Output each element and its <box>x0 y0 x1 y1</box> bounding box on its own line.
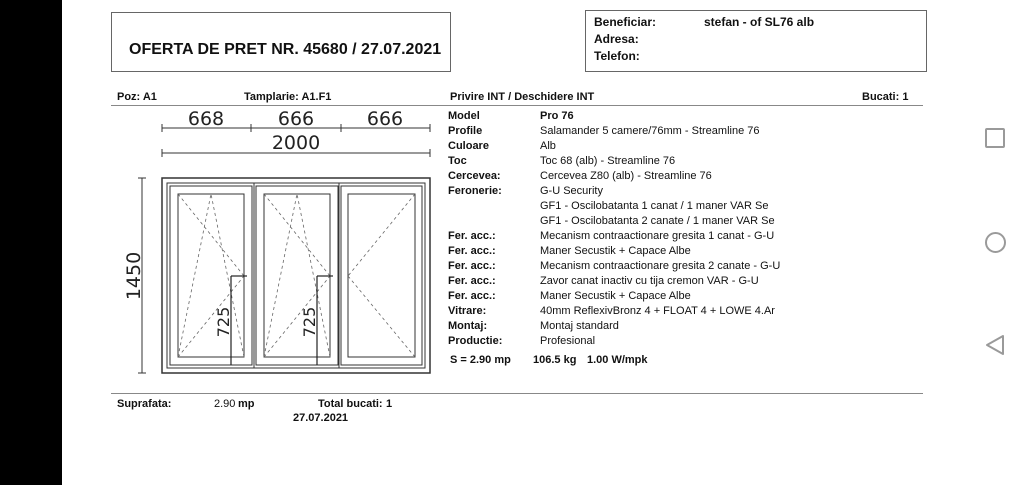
spec-label: Productie: <box>448 335 503 347</box>
spec-label: Fer. acc.: <box>448 230 496 242</box>
android-nav-bar <box>961 0 1024 485</box>
spec-label: Cercevea: <box>448 170 501 182</box>
spec-value: GF1 - Oscilobatanta 2 canate / 1 maner VAR Se <box>540 215 775 227</box>
spec-value: G-U Security <box>540 185 603 197</box>
spec-row <box>448 335 868 349</box>
total-bucati-value: 1 <box>386 398 393 410</box>
spec-row <box>448 140 868 154</box>
spec-value: Pro 76 <box>540 110 574 122</box>
width-label-3: 666 <box>366 108 404 130</box>
beneficiar-label: Beneficiar: <box>594 15 657 29</box>
spec-value: Toc 68 (alb) - Streamline 76 <box>540 155 676 167</box>
width-label-2: 666 <box>277 108 315 130</box>
spec-value: Alb <box>540 140 556 152</box>
telefon-label: Telefon: <box>594 49 640 63</box>
spec-value: Maner Secustik + Capace Albe <box>540 290 691 302</box>
spec-row <box>448 230 868 244</box>
spec-row <box>448 170 868 184</box>
spec-value: GF1 - Oscilobatanta 1 canat / 1 maner VAR Se <box>540 200 769 212</box>
spec-row <box>448 245 868 259</box>
spec-label: Profile <box>448 125 483 137</box>
spec-value: Mecanism contraactionare gresita 2 canate - G-U <box>540 260 781 272</box>
spec-row <box>448 110 868 124</box>
height-label: 1450 <box>123 251 145 301</box>
triangle-back-icon[interactable] <box>985 334 1005 356</box>
uvalue-summary: 1.00 W/mpk <box>587 354 648 366</box>
footer-divider <box>111 393 923 394</box>
privire-label: Privire INT / Deschidere INT <box>450 91 595 103</box>
specs-table <box>448 110 868 350</box>
suprafata-value: 2.90 <box>214 398 236 410</box>
spec-row <box>448 215 868 229</box>
spec-value: Mecanism contraactionare gresita 1 canat - G-U <box>540 230 775 242</box>
square-icon[interactable] <box>985 128 1005 148</box>
handle-height-label-2: 725 <box>300 306 319 338</box>
spec-value: Cercevea Z80 (alb) - Streamline 76 <box>540 170 712 182</box>
spec-label: Fer. acc.: <box>448 275 496 287</box>
offer-title: OFERTA DE PRET NR. 45680 / 27.07.2021 <box>129 41 442 58</box>
spec-row <box>448 155 868 169</box>
spec-label: Vitrare: <box>448 305 487 317</box>
total-bucati-label: Total bucati: <box>318 398 383 410</box>
spec-row <box>448 290 868 304</box>
spec-value: Montaj standard <box>540 320 619 332</box>
spec-row <box>448 125 868 139</box>
weight-summary: 106.5 kg <box>533 354 577 366</box>
spec-row <box>448 275 868 289</box>
spec-label: Fer. acc.: <box>448 260 496 272</box>
footer-date: 27.07.2021 <box>293 412 349 424</box>
width-label-1: 668 <box>187 108 225 130</box>
spec-label: Culoare <box>448 140 489 152</box>
circle-icon[interactable] <box>985 232 1006 253</box>
bucati-label: Bucati: 1 <box>862 91 909 103</box>
handle-height-label-1: 725 <box>214 306 233 338</box>
spec-row <box>448 260 868 274</box>
spec-value: Profesional <box>540 335 596 347</box>
adresa-label: Adresa: <box>594 32 639 46</box>
client-info-box <box>585 10 927 72</box>
spec-row <box>448 185 868 199</box>
beneficiar-value: stefan - of SL76 alb <box>704 15 815 29</box>
spec-value: Maner Secustik + Capace Albe <box>540 245 691 257</box>
spec-value: Salamander 5 camere/76mm - Streamline 76 <box>540 125 760 137</box>
total-width-label: 2000 <box>271 132 321 154</box>
spec-row <box>448 305 868 319</box>
spec-value: 40mm ReflexivBronz 4 + FLOAT 4 + LOWE 4.Ar <box>540 305 775 317</box>
suprafata-unit: mp <box>238 398 255 410</box>
spec-label: Model <box>448 110 480 122</box>
spec-label: Toc <box>448 155 467 167</box>
spec-label: Montaj: <box>448 320 488 332</box>
tamplarie-label: Tamplarie: A1.F1 <box>244 91 332 103</box>
poz-label: Poz: A1 <box>117 91 157 103</box>
spec-row <box>448 320 868 334</box>
area-summary: S = 2.90 mp <box>450 354 511 366</box>
spec-value: Zavor canat inactiv cu tija cremon VAR - G-U <box>540 275 759 287</box>
suprafata-label: Suprafata: <box>117 398 172 410</box>
spec-label: Fer. acc.: <box>448 245 496 257</box>
spec-row <box>448 200 868 214</box>
spec-label: Feronerie: <box>448 185 502 197</box>
spec-label: Fer. acc.: <box>448 290 496 302</box>
window-drawing <box>110 104 440 382</box>
offer-title-box <box>111 12 451 72</box>
